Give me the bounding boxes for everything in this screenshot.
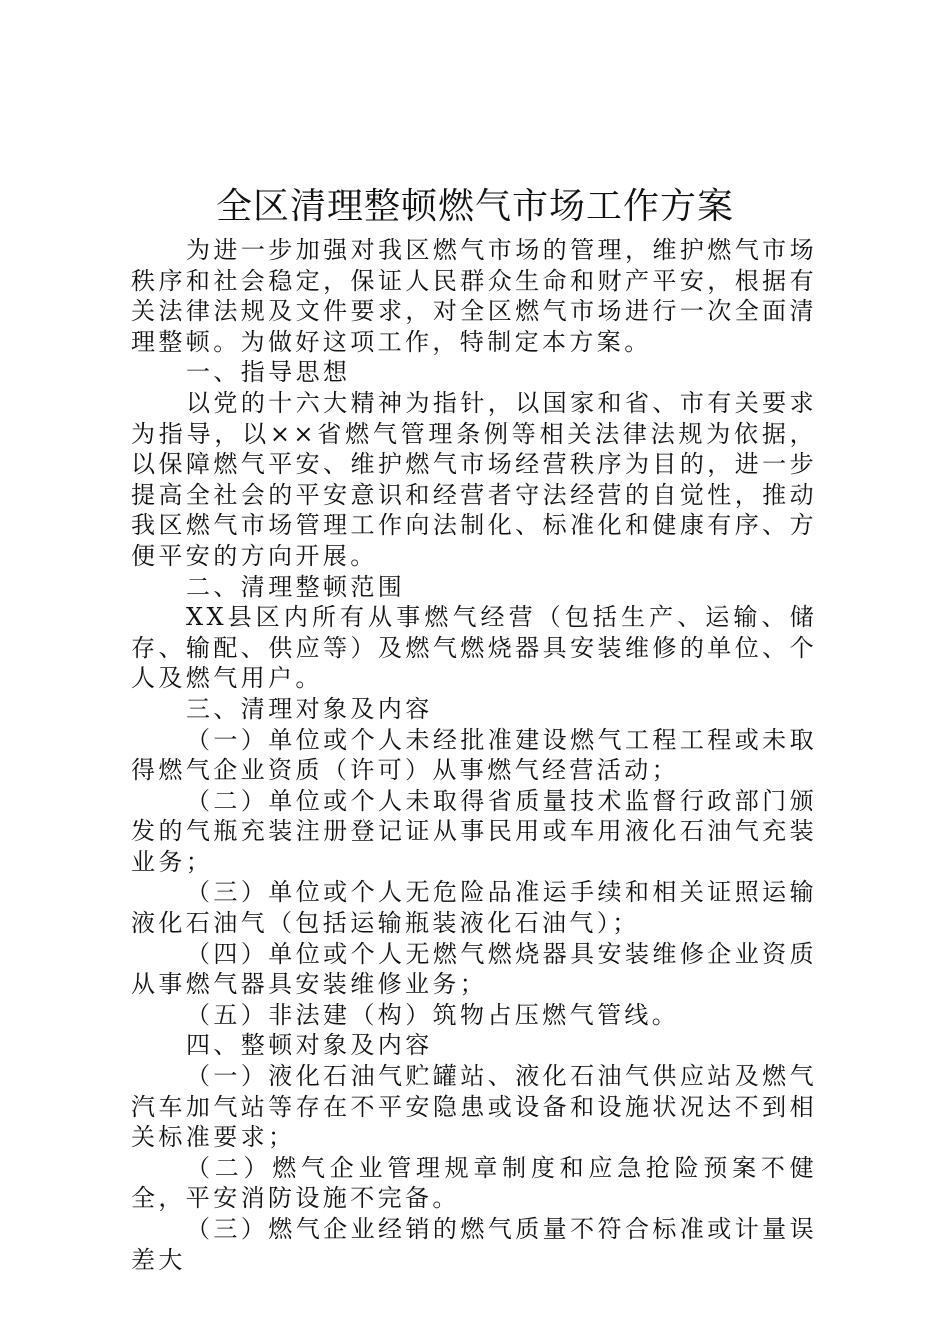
rectification-item-1: （一）液化石油气贮罐站、液化石油气供应站及燃气汽车加气站等存在不平安隐患或设备和设施状况达不到相关标准要求；	[131, 1062, 817, 1152]
cleanup-item-5: （五）非法建（构）筑物占压燃气管线。	[186, 1000, 680, 1029]
guiding-ideology-paragraph: 以党的十六大精神为指针，以国家和省、市有关要求为指导，以××省燃气管理条例等相关法律法规为依据，以保障燃气平安、维护燃气市场经营秩序为目的，进一步提高全社会的平安意识和经营者守法经营的自觉性，推动我区燃气市场管理工作向法制化、标准化和健康有序、方便平安的方向开展。	[131, 388, 817, 570]
section-heading-guiding-ideology: 一、指导思想	[186, 358, 351, 387]
section-heading-scope: 二、清理整顿范围	[186, 572, 406, 601]
cleanup-item-4: （四）单位或个人无燃气燃烧器具安装维修企业资质从事燃气器具安装维修业务；	[131, 939, 817, 999]
document-title: 全区清理整顿燃气市场工作方案	[215, 186, 734, 227]
cleanup-item-2: （二）单位或个人未取得省质量技术监督行政部门颁发的气瓶充装注册登记证从事民用或车用液化石油气充装业务；	[131, 786, 817, 876]
document-body	[131, 235, 817, 1275]
intro-paragraph: 为进一步加强对我区燃气市场的管理，维护燃气市场秩序和社会稳定，保证人民群众生命和财产平安，根据有关法律法规及文件要求，对全区燃气市场进行一次全面清理整顿。为做好这项工作，特制定本方案。	[131, 236, 817, 356]
rectification-item-3: （三）燃气企业经销的燃气质量不符合标准或计量误差大	[131, 1215, 817, 1274]
rectification-item-2: （二）燃气企业管理规章制度和应急抢险预案不健全，平安消防设施不完备。	[131, 1153, 817, 1213]
cleanup-item-1: （一）单位或个人未经批准建设燃气工程工程或未取得燃气企业资质（许可）从事燃气经营活动；	[131, 725, 817, 785]
scope-paragraph: XX县区内所有从事燃气经营（包括生产、运输、储存、输配、供应等）及燃气燃烧器具安装维修的单位、个人及燃气用户。	[131, 603, 817, 693]
section-heading-cleanup-targets: 三、清理对象及内容	[186, 694, 433, 723]
section-heading-rectification-targets: 四、整顿对象及内容	[186, 1031, 433, 1060]
cleanup-item-3: （三）单位或个人无危险品准运手续和相关证照运输液化石油气（包括运输瓶装液化石油气）；	[131, 878, 817, 938]
